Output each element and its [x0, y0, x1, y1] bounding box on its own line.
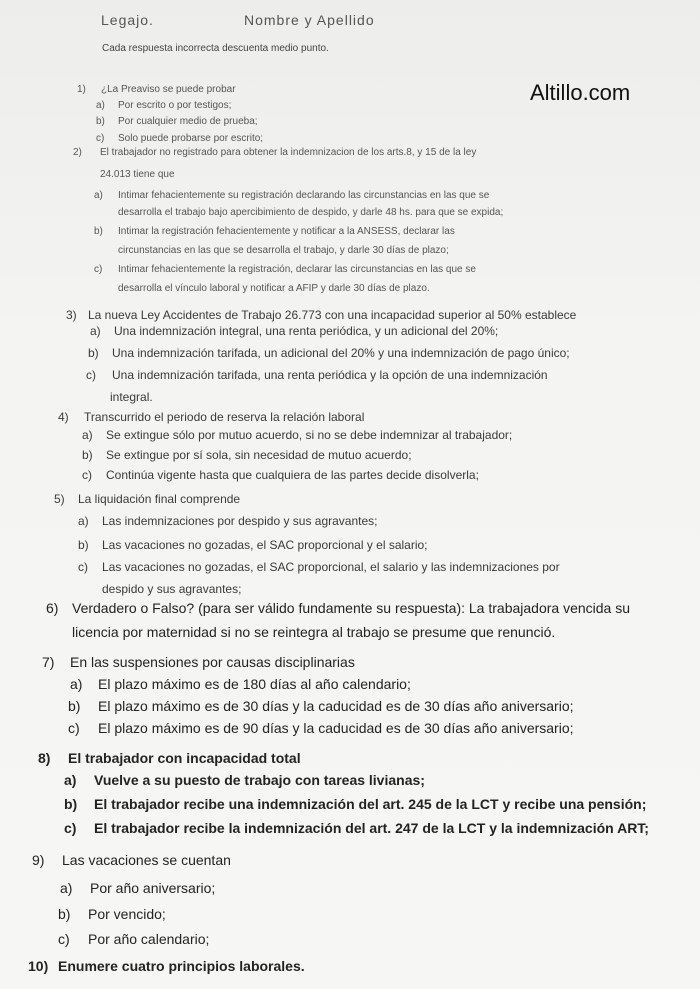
question-7-option-c-text: El plazo máximo es de 90 días y la caducidad es de 30 días año aniversario;: [98, 720, 574, 736]
question-8-option-a-label: a): [64, 772, 77, 788]
question-9-option-a-label: a): [60, 880, 73, 896]
question-2-option-c-label: c): [94, 264, 103, 275]
question-7-option-b-label: b): [68, 698, 81, 714]
question-4-option-b-label: b): [82, 448, 93, 462]
question-2-option-c-text: Intimar fehacientemente la registración, declarar las circunstancias en las que se: [118, 264, 476, 275]
question-3-text: La nueva Ley Accidentes de Trabajo 26.773 con una incapacidad superior al 50% establece: [88, 308, 577, 322]
question-1-option-b-text: Por cualquier medio de prueba;: [118, 116, 258, 127]
question-1-text: ¿La Preaviso se puede probar: [101, 84, 236, 95]
question-4-option-a-label: a): [82, 428, 93, 442]
question-7-number: 7): [42, 654, 55, 670]
question-9-option-a-text: Por año aniversario;: [90, 880, 216, 896]
question-2-option-b-label: b): [94, 226, 103, 237]
question-4-text: Transcurrido el periodo de reserva la relación laboral: [84, 410, 365, 424]
question-8-option-c-label: c): [64, 820, 77, 836]
question-2-option-a-label: a): [94, 190, 103, 201]
question-9-option-c-label: c): [58, 931, 70, 947]
question-7-option-a-label: a): [70, 676, 83, 692]
question-7-option-b-text: El plazo máximo es de 30 días y la caducidad es de 30 días año aniversario;: [98, 698, 574, 714]
watermark-logo: Altillo.com: [530, 80, 631, 105]
question-4-option-a-text: Se extingue sólo por mutuo acuerdo, si no se debe indemnizar al trabajador;: [106, 428, 513, 442]
question-2-option-a-text-continued: desarrolla el trabajo bajo apercibimiento de despido, y darle 48 hs. para que se expida;: [118, 207, 504, 218]
question-3-option-b-text: Una indemnización tarifada, un adicional del 20% y una indemnización de pago único;: [112, 346, 570, 360]
grading-note: Cada respuesta incorrecta descuenta medio punto.: [102, 43, 329, 54]
question-10-text: Enumere cuatro principios laborales.: [58, 958, 305, 974]
question-2-option-b-text-continued: circunstancias en las que se desarrolla el trabajo, y darle 30 días de plazo;: [118, 245, 449, 256]
question-8-number: 8): [38, 750, 51, 766]
question-3-option-a-label: a): [90, 324, 101, 338]
question-4-option-c-label: c): [82, 468, 92, 482]
question-9-text: Las vacaciones se cuentan: [62, 852, 231, 868]
question-1-option-c-text: Solo puede probarse por escrito;: [118, 133, 264, 144]
question-5-option-a-text: Las indemnizaciones por despido y sus agravantes;: [102, 514, 378, 528]
question-7-option-c-label: c): [68, 720, 80, 736]
question-9-option-b-label: b): [58, 906, 71, 922]
question-8-option-b-text: El trabajador recibe una indemnización del art. 245 de la LCT y recibe una pensión;: [94, 796, 647, 812]
question-3-option-c-text: Una indemnización tarifada, una renta periódica y la opción de una indemnización: [112, 368, 548, 382]
question-5-option-a-label: a): [78, 514, 89, 528]
question-4-number: 4): [58, 410, 69, 424]
nombre-apellido-label: Nombre y Apellido: [244, 12, 375, 28]
question-7-text: En las suspensiones por causas disciplinarias: [70, 654, 355, 670]
legajo-label: Legajo.: [101, 12, 154, 28]
question-2-option-c-text-continued: desarrolla el vínculo laboral y notificar a AFIP y darle 30 días de plazo.: [118, 283, 430, 294]
question-2-option-a-text: Intimar fehacientemente su registración declarando las circunstancias en las que se: [118, 190, 490, 201]
question-9-option-c-text: Por año calendario;: [88, 931, 210, 947]
question-8-option-b-label: b): [64, 796, 78, 812]
question-9-number: 9): [32, 852, 45, 868]
question-5-option-b-text: Las vacaciones no gozadas, el SAC proporcional y el salario;: [102, 538, 428, 552]
question-1-option-c-label: c): [96, 133, 105, 144]
question-1-option-a-text: Por escrito o por testigos;: [118, 100, 232, 111]
question-4-option-c-text: Continúa vigente hasta que cualquiera de las partes decide disolverla;: [106, 468, 479, 482]
question-2-text-continued: 24.013 tiene que: [100, 169, 175, 180]
question-1-option-b-label: b): [96, 116, 105, 127]
question-3-number: 3): [66, 308, 77, 322]
question-3-option-b-label: b): [88, 346, 99, 360]
question-9-option-b-text: Por vencido;: [88, 906, 166, 922]
question-10-number: 10): [28, 958, 49, 974]
question-5-number: 5): [54, 492, 65, 506]
question-5-option-c-text: Las vacaciones no gozadas, el SAC proporcional, el salario y las indemnizaciones por: [102, 560, 560, 574]
question-1-option-a-label: a): [96, 100, 105, 111]
question-8-text: El trabajador con incapacidad total: [68, 750, 301, 766]
question-5-option-c-label: c): [78, 560, 88, 574]
question-3-option-c-label: c): [86, 368, 96, 382]
question-2-text: El trabajador no registrado para obtener la indemnizacion de los arts.8, y 15 de la ley: [100, 147, 477, 158]
question-5-option-c-text-continued: despido y sus agravantes;: [102, 582, 242, 596]
question-6-number: 6): [46, 600, 59, 616]
question-3-option-c-text-continued: integral.: [110, 390, 153, 404]
question-6-text: Verdadero o Falso? (para ser válido fundamente su respuesta): La trabajadora vencida su: [72, 600, 631, 616]
question-8-option-c-text: El trabajador recibe la indemnización del art. 247 de la LCT y la indemnización ART;: [94, 820, 649, 836]
question-2-option-b-text: Intimar la registración fehacientemente y notificar a la ANSESS, declarar las: [118, 226, 455, 237]
question-2-number: 2): [73, 147, 82, 158]
question-8-option-a-text: Vuelve a su puesto de trabajo con tareas livianas;: [94, 772, 425, 788]
question-3-option-a-text: Una indemnización integral, una renta periódica, y un adicional del 20%;: [114, 324, 499, 338]
question-1-number: 1): [77, 84, 86, 95]
question-4-option-b-text: Se extingue por sí sola, sin necesidad de mutuo acuerdo;: [106, 448, 412, 462]
question-5-option-b-label: b): [78, 538, 89, 552]
question-5-text: La liquidación final comprende: [78, 492, 241, 506]
question-7-option-a-text: El plazo máximo es de 180 días al año calendario;: [98, 676, 411, 692]
question-6-text-continued: licencia por maternidad si no se reintegra al trabajo se presume que renunció.: [72, 624, 556, 640]
